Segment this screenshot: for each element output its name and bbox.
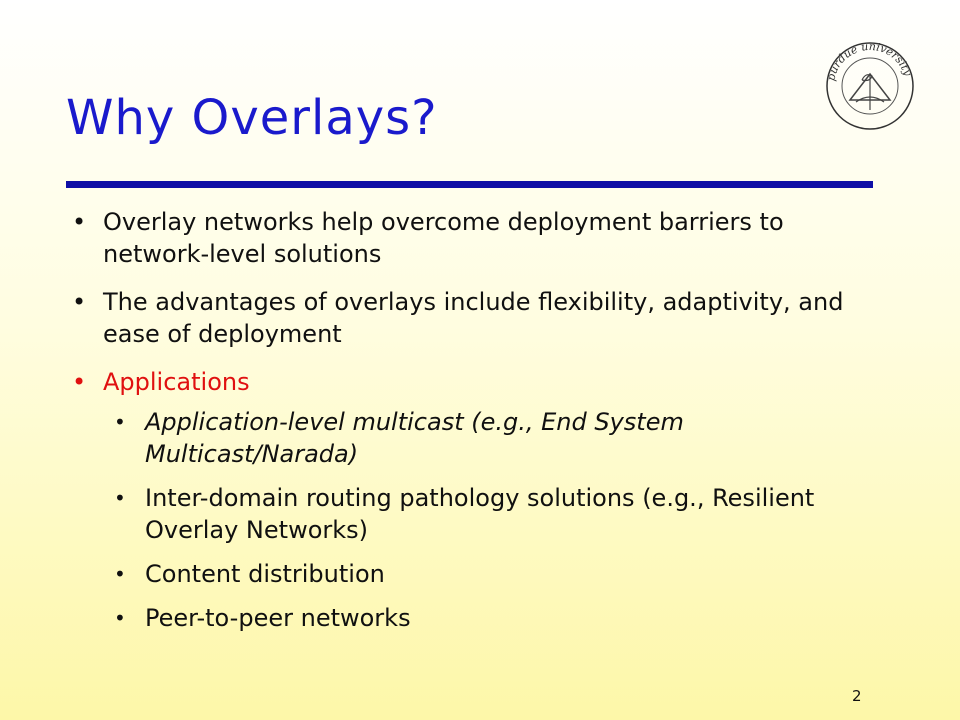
- bullet-item: [72, 206, 882, 270]
- sub-bullet-item: [114, 602, 882, 634]
- bullet-list: [72, 206, 882, 650]
- bullet-item: [72, 286, 882, 350]
- sub-bullet-item: [114, 482, 882, 546]
- sub-bullet-text: Peer-to-peer networks: [145, 604, 411, 632]
- sub-bullet-item: [114, 406, 882, 470]
- sub-bullet-marker: •: [114, 486, 126, 510]
- bullet-marker: •: [72, 208, 87, 236]
- bullet-text: Applications: [103, 368, 250, 396]
- bullet-marker: •: [72, 288, 87, 316]
- bullet-item-applications: [72, 366, 882, 634]
- bullet-text: The advantages of overlays include flexibility, adaptivity, and ease of deployment: [103, 288, 844, 348]
- logo-text: purdue university: [824, 40, 915, 83]
- sub-bullet-marker: •: [114, 606, 126, 630]
- sub-bullet-text: Content distribution: [145, 560, 385, 588]
- bullet-marker: •: [72, 368, 87, 396]
- sub-bullet-marker: •: [114, 562, 126, 586]
- page-number: 2: [852, 687, 862, 705]
- sub-bullet-item: [114, 558, 882, 590]
- university-seal-icon: [824, 40, 916, 132]
- title-underline: [66, 181, 873, 188]
- sub-bullet-text: Application-level multicast (e.g., End System Multicast/Narada): [145, 408, 684, 468]
- sub-bullet-list: [114, 406, 882, 634]
- sub-bullet-text: Inter-domain routing pathology solutions (e.g., Resilient Overlay Networks): [145, 484, 815, 544]
- slide-title: Why Overlays?: [66, 90, 438, 146]
- sub-bullet-marker: •: [114, 410, 126, 434]
- bullet-text: Overlay networks help overcome deployment barriers to network-level solutions: [103, 208, 784, 268]
